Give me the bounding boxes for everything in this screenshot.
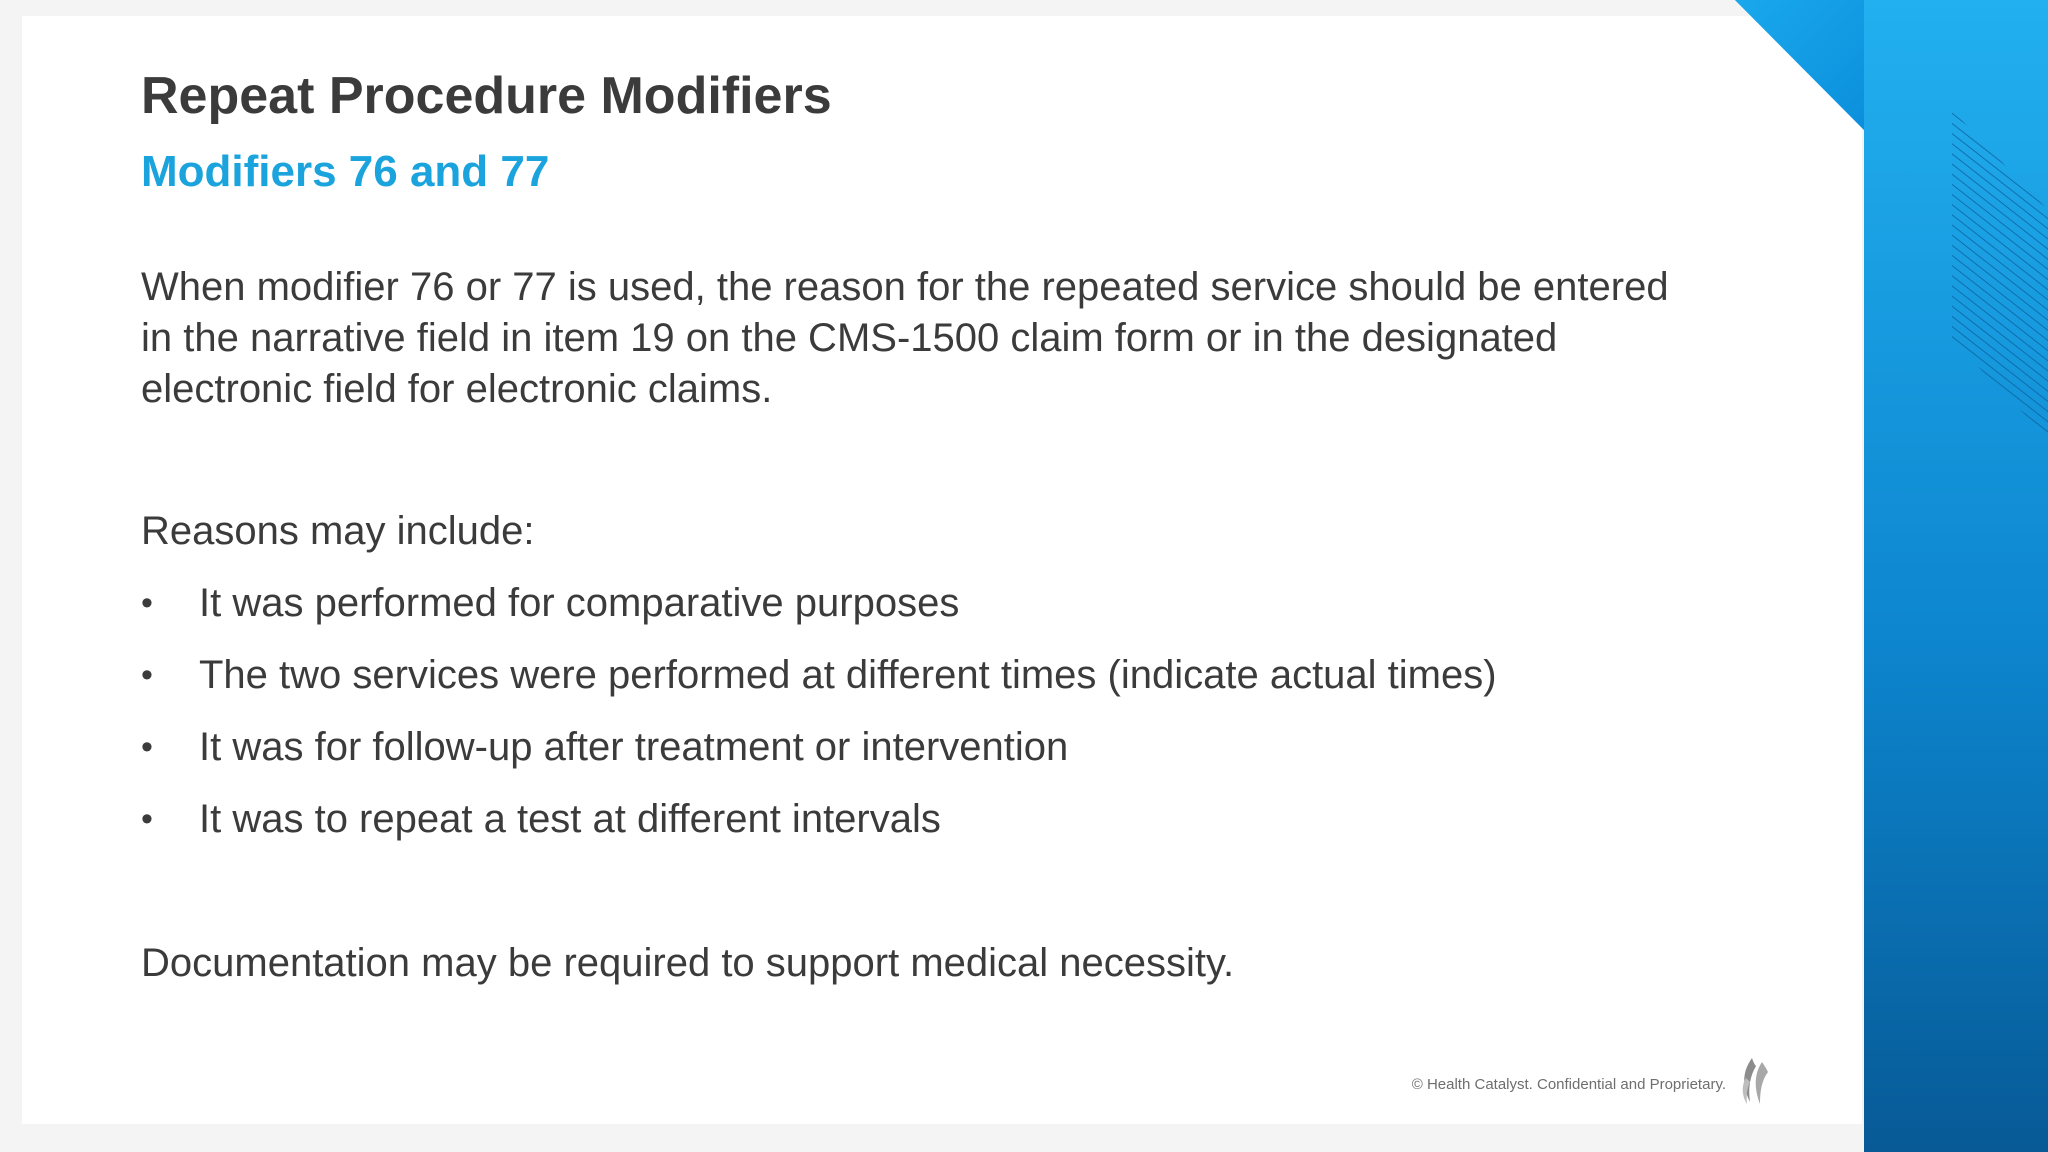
bullet-icon: • (141, 584, 153, 622)
bullet-icon: • (141, 728, 153, 766)
reason-text: It was to repeat a test at different intervals (199, 797, 941, 841)
closing-statement: Documentation may be required to support medical necessity. (141, 941, 1235, 985)
slide-subtitle: Modifiers 76 and 77 (141, 147, 550, 196)
slide-title: Repeat Procedure Modifiers (141, 67, 832, 125)
bullet-icon: • (141, 800, 153, 838)
copyright-notice: © Health Catalyst. Confidential and Proprietary. (1411, 1076, 1726, 1093)
reason-text: The two services were performed at different times (indicate actual times) (199, 653, 1497, 697)
reasons-heading: Reasons may include: (141, 509, 535, 553)
reason-text: It was performed for comparative purposes (199, 581, 960, 625)
hatched-stripe-pattern (1952, 110, 2048, 438)
bullet-icon: • (141, 656, 153, 694)
intro-paragraph: When modifier 76 or 77 is used, the reason for the repeated service should be entered in the narrative field in item 19 on the CMS-1500 claim form or in the designated electronic field for electronic claims. (141, 265, 1669, 411)
health-catalyst-flame-icon (1738, 1056, 1774, 1106)
reason-text: It was for follow-up after treatment or intervention (199, 725, 1069, 769)
